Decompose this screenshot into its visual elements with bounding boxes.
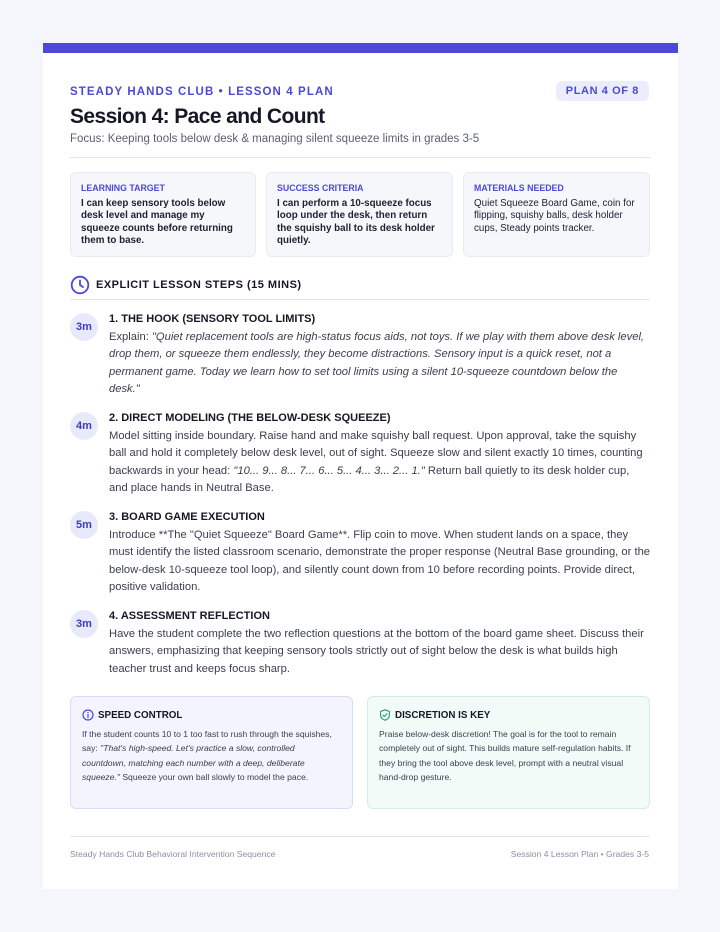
callout-text: Praise below-desk discretion! The goal is for the tool to remain completely out of sight. This builds mature self-regulation habits. If they bring the tool above desk level, prompt with a neutral visual hand-drop gesture. xyxy=(379,729,631,783)
plan-badge: PLAN 4 OF 8 xyxy=(556,81,649,101)
card-text: Quiet Squeeze Board Game, coin for flipping, squishy balls, desk holder cups, Steady points tracker. xyxy=(474,198,635,234)
header-divider xyxy=(70,157,650,158)
step-time-badge: 3m xyxy=(70,313,98,341)
step-text: Explain: "Quiet replacement tools are high-status focus aids, not toys. If we play with them above desk level, drop them, or squeeze them endlessly, they become distractions. Sensory input is a quick reset, not a permanent game. Today we learn how to set tool limits using a silent 10-squeeze countdown below the desk." xyxy=(109,331,645,395)
page-title: Session 4: Pace and Count xyxy=(70,105,325,128)
top-accent-bar xyxy=(43,43,678,53)
card-label: MATERIALS NEEDED xyxy=(474,183,564,193)
step-title: 4. ASSESSMENT REFLECTION xyxy=(109,610,270,622)
materials-needed-card xyxy=(463,172,650,257)
step-title: 2. DIRECT MODELING (THE BELOW-DESK SQUEEZE) xyxy=(109,412,391,424)
footer-left-text: Steady Hands Club Behavioral Intervention Sequence xyxy=(70,849,276,859)
step-time-badge: 3m xyxy=(70,610,98,638)
callout-header xyxy=(82,709,341,721)
step-time-badge: 4m xyxy=(70,412,98,440)
step-text: Have the student complete the two reflection questions at the bottom of the board game sheet. Discuss their answers, emphasizing that keeping sensory tools strictly out of sight below the desk is what builds high teacher trust and keeps focus sharp. xyxy=(109,628,644,675)
info-icon xyxy=(82,709,94,721)
lesson-steps-header xyxy=(70,274,302,296)
card-label: LEARNING TARGET xyxy=(81,183,165,193)
footer-divider xyxy=(70,836,650,837)
lesson-plan-page xyxy=(43,43,678,889)
clock-icon xyxy=(70,275,90,295)
learning-target-card xyxy=(70,172,256,257)
focus-subtitle: Focus: Keeping tools below desk & managing silent squeeze limits in grades 3-5 xyxy=(70,133,480,145)
footer-right-text: Session 4 Lesson Plan • Grades 3-5 xyxy=(510,849,649,859)
step-time-badge: 5m xyxy=(70,511,98,539)
header-kicker: STEADY HANDS CLUB • LESSON 4 PLAN xyxy=(70,86,334,98)
section-divider xyxy=(70,299,650,300)
step-title: 3. BOARD GAME EXECUTION xyxy=(109,511,265,523)
step-text: Model sitting inside boundary. Raise hand and make squishy ball request. Upon approval, take the squishy ball and hold it completely below desk level, out of sight. Squeeze slow and silent exactly 10 times, counting backwards in your head: "10... 9... 8... 7... 6... 5... 4... 3... 2... 1." Return ball quietly to its desk holder cup, and place hands in Neutral Base. xyxy=(109,430,643,494)
card-label: SUCCESS CRITERIA xyxy=(277,183,364,193)
step-text: Introduce **The "Quiet Squeeze" Board Game**. Flip coin to move. When student lands on a space, they must identify the listed classroom scenario, demonstrate the proper response (Neutral Base grounding, or the below-desk 10-squeeze tool loop), and silently count down from 10 before recording points. Provide direct, positive validation. xyxy=(109,529,651,593)
speed-control-callout xyxy=(70,696,353,809)
discretion-callout xyxy=(367,696,650,809)
callout-header xyxy=(379,709,638,721)
shield-check-icon xyxy=(379,709,391,721)
section-title: EXPLICIT LESSON STEPS (15 MINS) xyxy=(96,279,302,291)
success-criteria-card xyxy=(266,172,453,257)
step-title: 1. THE HOOK (SENSORY TOOL LIMITS) xyxy=(109,313,316,325)
card-text: I can perform a 10-squeeze focus loop under the desk, then return the squishy ball to its desk holder quietly. xyxy=(277,198,435,247)
callout-text: If the student counts 10 to 1 too fast to rush through the squishes, say: "That's high-speed. Let's practice a slow, controlled countdown, matching each number with a deep, deliberate squeeze." Squeeze your own ball slowly to model the pace. xyxy=(82,729,332,783)
callout-title: DISCRETION IS KEY xyxy=(395,709,491,721)
card-text: I can keep sensory tools below desk level and manage my squeeze counts before returning them to base. xyxy=(81,198,233,247)
callout-title: SPEED CONTROL xyxy=(98,709,183,721)
